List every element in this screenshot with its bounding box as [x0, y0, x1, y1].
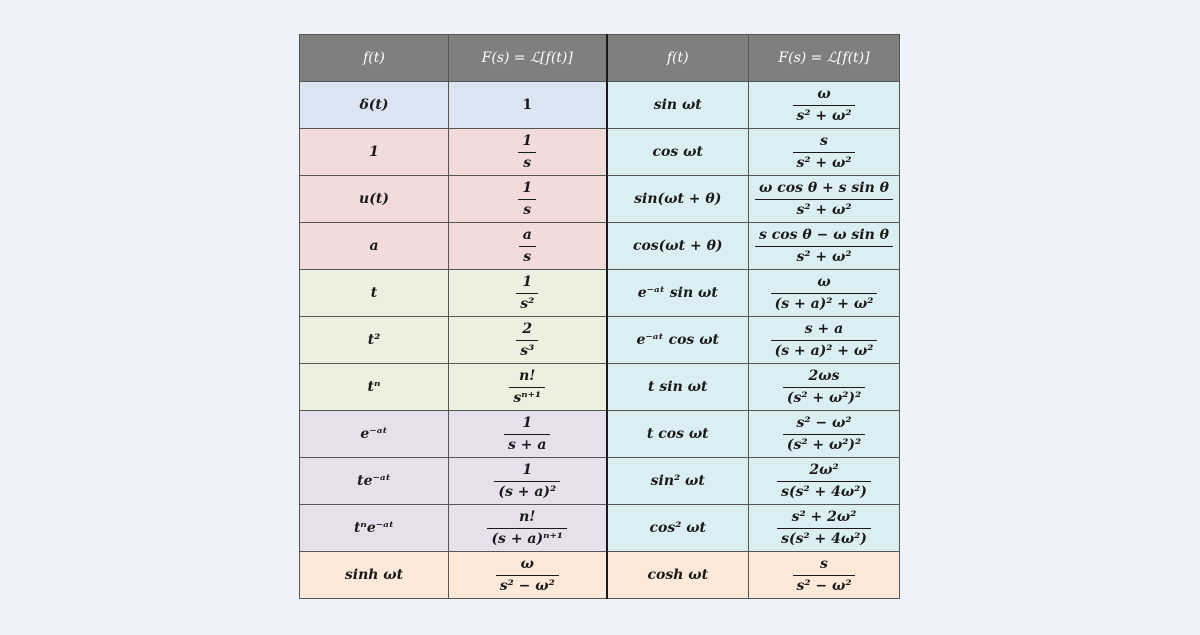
fraction — [494, 462, 560, 499]
function-cell-right-text: sin² ωt — [650, 473, 705, 489]
table-row — [300, 411, 900, 458]
function-cell-left-text: te⁻ᵃᵗ — [357, 473, 391, 489]
header-right-F: F(s) = ℒ[f(t)] — [749, 35, 900, 82]
fraction — [518, 133, 536, 170]
table-row — [300, 129, 900, 176]
transform-cell-left — [449, 505, 607, 552]
transform-cell-left — [449, 552, 607, 599]
fraction — [487, 509, 567, 546]
function-cell-right-text: e⁻ᵃᵗ sin ωt — [637, 285, 718, 301]
function-cell-left — [300, 411, 449, 458]
transform-cell-right — [749, 82, 900, 129]
fraction — [516, 274, 538, 311]
function-cell-right-text: sin(ωt + θ) — [634, 191, 722, 207]
function-cell-left — [300, 505, 449, 552]
function-cell-left — [300, 317, 449, 364]
fraction-numerator: n! — [509, 368, 545, 387]
transform-cell-right — [749, 505, 900, 552]
transform-cell-right — [749, 223, 900, 270]
function-cell-left-text: sinh ωt — [344, 567, 404, 583]
fraction-numerator: 1 — [494, 462, 560, 481]
transform-cell-left — [449, 317, 607, 364]
function-cell-right-text: sin ωt — [653, 97, 702, 113]
fraction-numerator: s — [793, 133, 856, 152]
function-cell-right-text: t sin ωt — [648, 379, 708, 395]
fraction-denominator: s² + ω² — [796, 201, 852, 218]
fraction — [771, 321, 878, 358]
function-cell-right — [607, 176, 749, 223]
transform-cell-right — [749, 364, 900, 411]
fraction-denominator: s — [523, 201, 532, 218]
fraction-numerator: 1 — [516, 274, 538, 293]
header-left-F: F(s) = ℒ[f(t)] — [449, 35, 607, 82]
function-cell-left-text: u(t) — [359, 191, 389, 207]
function-cell-right — [607, 82, 749, 129]
fraction — [777, 462, 871, 499]
function-cell-right — [607, 270, 749, 317]
function-cell-left — [300, 223, 449, 270]
transform-cell-left — [449, 270, 607, 317]
transform-cell-right — [749, 129, 900, 176]
fraction-denominator: s² − ω² — [796, 577, 852, 594]
header-right-f: f(t) — [607, 35, 749, 82]
fraction-numerator: s + a — [771, 321, 878, 340]
table-row — [300, 223, 900, 270]
fraction — [504, 415, 550, 452]
function-cell-left-text: tⁿe⁻ᵃᵗ — [353, 520, 395, 536]
fraction-numerator: 2 — [516, 321, 538, 340]
fraction — [793, 556, 856, 593]
fraction-denominator: s(s² + 4ω²) — [781, 483, 867, 500]
fraction-denominator: s² + ω² — [796, 107, 852, 124]
fraction-denominator: (s + a)² — [498, 483, 557, 500]
transform-cell-left — [449, 458, 607, 505]
fraction — [755, 227, 893, 264]
fraction — [783, 368, 865, 405]
transform-cell-left — [449, 364, 607, 411]
laplace-transform-table — [299, 34, 900, 599]
function-cell-right-text: cosh ωt — [647, 567, 709, 583]
function-cell-left-text: tⁿ — [367, 379, 381, 395]
transform-cell-left — [449, 82, 607, 129]
function-cell-left-text: e⁻ᵃᵗ — [360, 426, 388, 442]
function-cell-right — [607, 458, 749, 505]
function-cell-left-text: t — [370, 285, 378, 301]
fraction — [755, 180, 893, 217]
fraction — [518, 180, 536, 217]
table-row — [300, 505, 900, 552]
function-cell-left-text: 1 — [369, 144, 379, 160]
fraction-denominator: s² + ω² — [796, 154, 852, 171]
fraction-denominator: (s² + ω²)² — [786, 389, 862, 406]
fraction-denominator: s — [523, 154, 532, 171]
table-row — [300, 458, 900, 505]
fraction-denominator: s³ — [520, 342, 535, 359]
function-cell-left-text: t² — [367, 332, 381, 348]
transform-cell-left — [449, 176, 607, 223]
fraction-numerator: n! — [487, 509, 567, 528]
function-cell-left — [300, 458, 449, 505]
table-row — [300, 364, 900, 411]
fraction-numerator: ω cos θ + s sin θ — [755, 180, 893, 199]
function-cell-right-text: e⁻ᵃᵗ cos ωt — [636, 332, 719, 348]
table-row — [300, 270, 900, 317]
function-cell-left-text: δ(t) — [359, 97, 389, 113]
function-cell-right — [607, 505, 749, 552]
table-row — [300, 317, 900, 364]
function-cell-left — [300, 364, 449, 411]
fraction-numerator: 1 — [518, 180, 536, 199]
function-cell-right — [607, 129, 749, 176]
fraction — [516, 321, 538, 358]
transform-cell-left — [449, 411, 607, 458]
fraction-numerator: 2ω² — [777, 462, 871, 481]
fraction — [509, 368, 545, 405]
fraction-denominator: s(s² + 4ω²) — [781, 530, 867, 547]
fraction — [783, 415, 865, 452]
transform-cell-left — [449, 223, 607, 270]
transform-cell-left — [449, 129, 607, 176]
fraction-denominator: s — [523, 248, 532, 265]
transform-cell-right — [749, 270, 900, 317]
fraction-numerator: s² + 2ω² — [777, 509, 871, 528]
fraction-denominator: s² — [520, 295, 535, 312]
table-body — [300, 82, 900, 599]
fraction-denominator: s² + ω² — [796, 248, 852, 265]
function-cell-right-text: cos² ωt — [649, 520, 707, 536]
fraction-numerator: ω — [771, 274, 878, 293]
function-cell-left — [300, 552, 449, 599]
fraction — [771, 274, 878, 311]
table-row — [300, 176, 900, 223]
function-cell-left — [300, 82, 449, 129]
function-cell-right-text: cos(ωt + θ) — [632, 238, 723, 254]
fraction-numerator: 1 — [504, 415, 550, 434]
function-cell-right — [607, 411, 749, 458]
fraction — [519, 227, 536, 264]
table-row — [300, 552, 900, 599]
header-row — [300, 35, 900, 82]
header-left-f: f(t) — [300, 35, 449, 82]
fraction-denominator: (s + a)² + ω² — [774, 342, 874, 359]
fraction-numerator: ω — [793, 86, 856, 105]
transform-cell-left-text: 1 — [522, 97, 533, 113]
function-cell-right — [607, 364, 749, 411]
function-cell-left — [300, 270, 449, 317]
function-cell-left — [300, 176, 449, 223]
fraction-numerator: s — [793, 556, 856, 575]
fraction — [496, 556, 559, 593]
fraction-numerator: s cos θ − ω sin θ — [755, 227, 893, 246]
function-cell-left — [300, 129, 449, 176]
fraction-numerator: 1 — [518, 133, 536, 152]
transform-cell-right — [749, 458, 900, 505]
fraction-denominator: sⁿ⁺¹ — [513, 389, 542, 406]
transform-cell-right — [749, 176, 900, 223]
transform-cell-right — [749, 411, 900, 458]
function-cell-right — [607, 552, 749, 599]
function-cell-left-text: a — [369, 238, 379, 254]
fraction-denominator: (s + a)ⁿ⁺¹ — [491, 530, 564, 547]
function-cell-right — [607, 223, 749, 270]
fraction-denominator: (s + a)² + ω² — [774, 295, 874, 312]
function-cell-right-text: t cos ωt — [646, 426, 709, 442]
transform-cell-right — [749, 317, 900, 364]
fraction-denominator: (s² + ω²)² — [786, 436, 862, 453]
fraction-denominator: s + a — [508, 436, 547, 453]
fraction-numerator: 2ωs — [783, 368, 865, 387]
fraction-denominator: s² − ω² — [499, 577, 555, 594]
fraction — [793, 86, 856, 123]
table-row — [300, 82, 900, 129]
transform-cell-right — [749, 552, 900, 599]
fraction — [777, 509, 871, 546]
function-cell-right-text: cos ωt — [652, 144, 703, 160]
fraction — [793, 133, 856, 170]
fraction-numerator: ω — [496, 556, 559, 575]
fraction-numerator: a — [519, 227, 536, 246]
fraction-numerator: s² − ω² — [783, 415, 865, 434]
function-cell-right — [607, 317, 749, 364]
